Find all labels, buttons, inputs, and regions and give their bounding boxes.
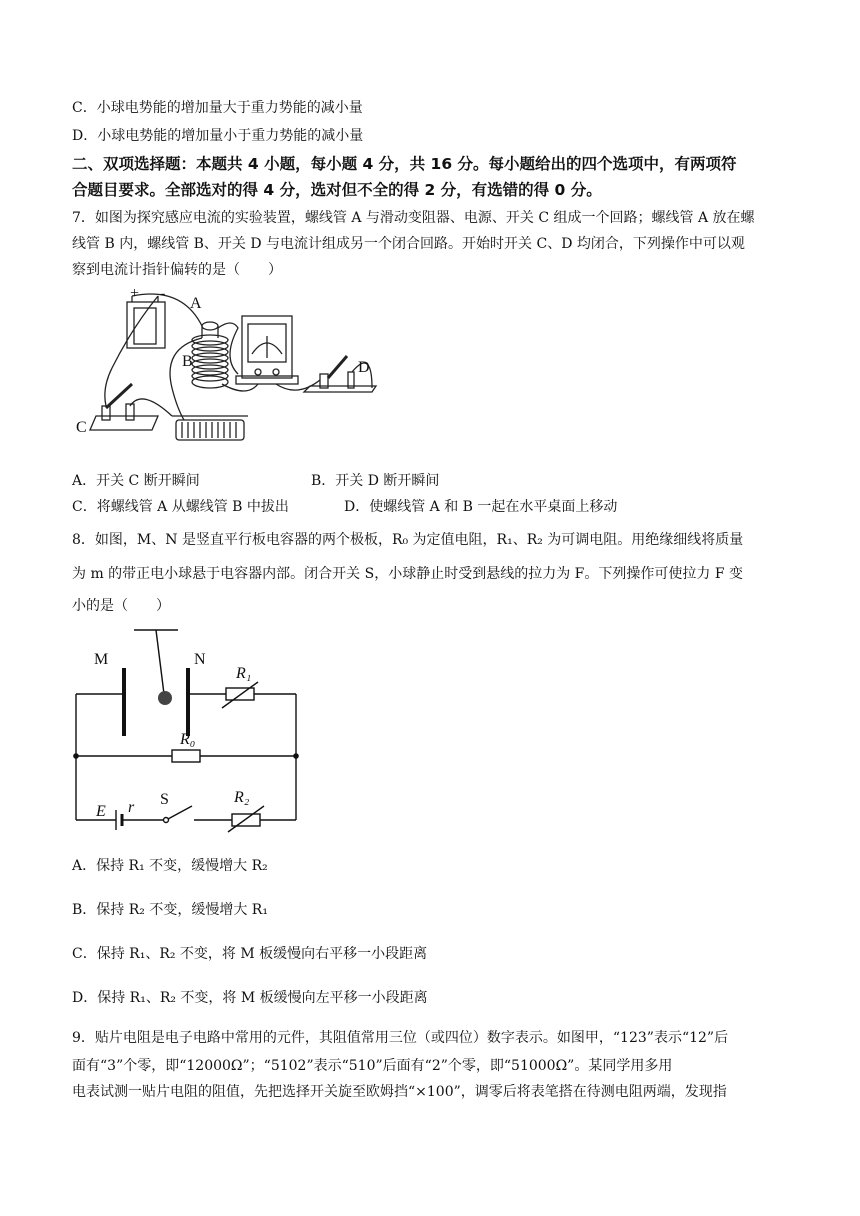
q8-option-a: A．保持 R₁ 不变，缓慢增大 R₂	[72, 858, 268, 874]
switch-d-label: D	[358, 359, 370, 376]
q7-option-c: C．将螺线管 A 从螺线管 B 中拔出	[72, 499, 289, 515]
label-r0: R₀	[180, 731, 196, 748]
q7-option-b: B．开关 D 断开瞬间	[311, 473, 440, 489]
q9-stem-line3: 电表试测一贴片电阻的阻值，先把选择开关旋至欧姆挡“×100”，调零后将表笔搭在待测电阻两端，发现指	[72, 1084, 727, 1100]
prev-option-d: D．小球电势能的增加量小于重力势能的减小量	[72, 128, 364, 144]
resistor-r0	[172, 750, 200, 762]
switch-c-label: C	[76, 419, 87, 436]
q7-option-a: A．开关 C 断开瞬间	[72, 473, 200, 489]
label-r1: R₁	[236, 665, 252, 682]
switch-s-blade	[168, 806, 192, 819]
q8-circuit-figure	[72, 624, 312, 834]
battery-plus-label: +	[130, 288, 140, 302]
q7-stem-line2: 线管 B 内，螺线管 B、开关 D 与电流计组成另一个闭合回路。开始时开关 C、D 均闭合，下列操作中可以观	[72, 236, 745, 252]
section-heading-line1: 二、双项选择题：本题共 4 小题，每小题 4 分，共 16 分。每小题给出的四个选项中，有两项符	[72, 155, 737, 173]
label-m: M	[94, 651, 109, 668]
galvanometer-icon	[236, 316, 298, 384]
solenoid-b-icon	[192, 335, 228, 388]
battery-icon	[127, 302, 165, 348]
q7-apparatus-figure	[72, 288, 392, 453]
q9-stem-line1: 9．贴片电阻是电子电路中常用的元件，其阻值常用三位（或四位）数字表示。如图甲，“123”表示“12”后	[72, 1030, 729, 1046]
switch-c-icon	[90, 384, 158, 430]
q8-stem-line3: 小的是（ ）	[72, 598, 170, 614]
label-r: r	[128, 799, 135, 816]
q8-stem-line1: 8．如图，M、N 是竖直平行板电容器的两个极板，R₀ 为定值电阻，R₁、R₂ 为可调电阻。用绝缘细线将质量	[72, 532, 744, 548]
label-r2: R₂	[234, 789, 250, 806]
q8-option-b: B．保持 R₂ 不变，缓慢增大 R₁	[72, 902, 268, 918]
q7-stem-line3: 察到电流计指针偏转的是（ ）	[72, 262, 282, 278]
q8-stem-line2: 为 m 的带正电小球悬于电容器内部。闭合开关 S，小球静止时受到悬线的拉力为 F。下列操作可使拉力 F 变	[72, 566, 743, 582]
label-s: S	[160, 791, 169, 808]
charged-ball	[158, 691, 172, 705]
switch-s-pivot	[164, 818, 169, 823]
solenoid-a-label: A	[190, 295, 202, 312]
solenoid-b-label: B	[182, 353, 193, 370]
section-heading-line2: 合题目要求。全部选对的得 4 分，选对但不全的得 2 分，有选错的得 0 分。	[72, 181, 602, 199]
q7-stem-line1: 7．如图为探究感应电流的实验装置，螺线管 A 与滑动变阻器、电源、开关 C 组成一个回路；螺线管 A 放在螺	[72, 210, 755, 226]
q8-option-d: D．保持 R₁、R₂ 不变，将 M 板缓慢向左平移一小段距离	[72, 990, 428, 1006]
battery-minus-label: -	[160, 288, 166, 302]
q7-option-d: D．使螺线管 A 和 B 一起在水平桌面上移动	[344, 499, 618, 515]
q8-option-c: C．保持 R₁、R₂ 不变，将 M 板缓慢向右平移一小段距离	[72, 946, 428, 962]
resistor-r1	[226, 688, 254, 700]
resistor-r2	[232, 814, 260, 826]
q9-stem-line2: 面有“3”个零，即“12000Ω”；“5102”表示“510”后面有“2”个零，即“51000Ω”。某同学用多用	[72, 1058, 673, 1074]
label-e: E	[96, 803, 106, 820]
label-n: N	[194, 651, 206, 668]
prev-option-c: C．小球电势能的增加量大于重力势能的减小量	[72, 100, 363, 116]
